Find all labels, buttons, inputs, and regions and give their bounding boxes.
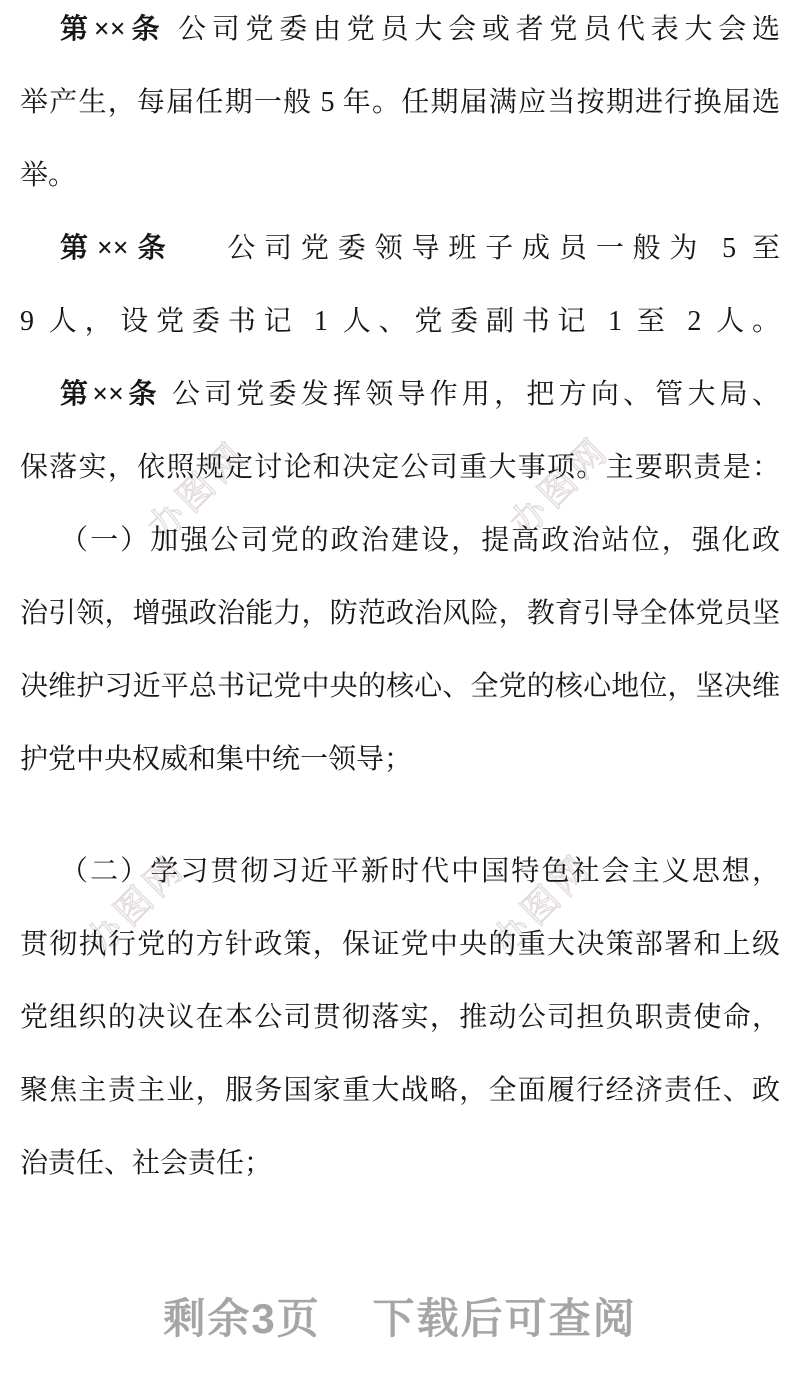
site-watermark: 办图网	[77, 846, 194, 963]
text-line: 第××条 公司党委发挥领导作用，把方向、管大局、	[60, 379, 780, 410]
text-line: 决维护习近平总书记党中央的核心、全党的核心地位，坚决维	[20, 671, 780, 702]
text-line: 党组织的决议在本公司贯彻落实，推动公司担负职责使命，	[20, 1002, 780, 1033]
text-line: （一）加强公司党的政治建设，提高政治站位，强化政	[60, 525, 780, 556]
site-watermark: 办图网	[484, 845, 601, 962]
site-watermark: 办图网	[501, 428, 618, 545]
article-number: 第××条	[60, 14, 166, 45]
text-line: 治责任、社会责任；	[20, 1148, 273, 1179]
text-line: 护党中央权威和集中统一领导；	[20, 744, 413, 775]
text-line: 9 人，设党委书记 1 人、党委副书记 1 至 2 人。	[20, 306, 780, 337]
text-line: 保落实，依照规定讨论和决定公司重大事项。主要职责是：	[20, 452, 780, 483]
text-line: 举。	[20, 160, 77, 191]
article-number: 第××条	[60, 379, 161, 410]
pages-remaining-label: 剩余3页	[163, 1295, 321, 1342]
text-line: 第××条 公司党委由党员大会或者党员代表大会选	[60, 14, 780, 45]
download-hint-label: 下载后可查阅	[372, 1295, 637, 1342]
text-line: 举产生，每届任期一般 5 年。任期届满应当按期进行换届选	[20, 87, 780, 118]
text-line: 治引领，增强政治能力，防范政治风险，教育引导全体党员坚	[20, 598, 780, 629]
text-line: 聚焦主责主业，服务国家重大战略，全面履行经济责任、政	[20, 1075, 780, 1106]
article-number: 第××条	[60, 233, 175, 264]
text-line: 贯彻执行党的方针政策，保证党中央的重大决策部署和上级	[20, 929, 780, 960]
site-watermark: 办图网	[139, 432, 256, 549]
text-line: （二）学习贯彻习近平新时代中国特色社会主义思想，	[60, 856, 780, 887]
preview-footer-banner	[0, 1286, 800, 1346]
text-line: 第××条 公司党委领导班子成员一般为 5 至	[60, 233, 780, 264]
